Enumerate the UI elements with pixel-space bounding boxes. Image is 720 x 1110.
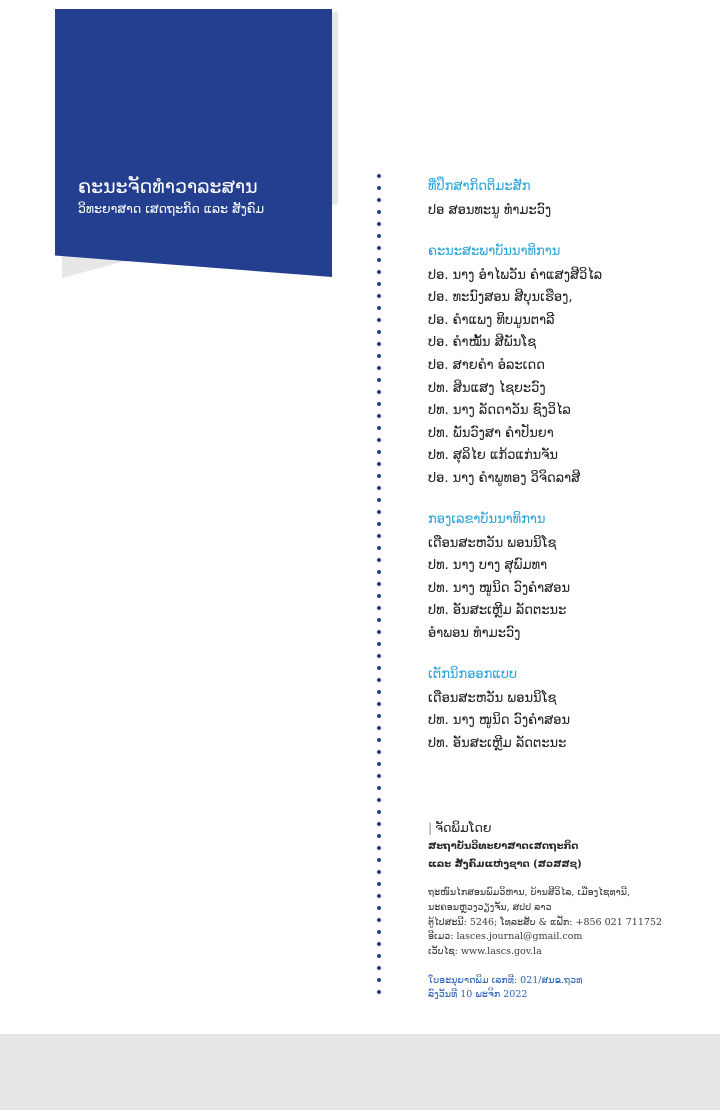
section-heading: ທີ່ປຶກສາກິດຕິມະສັກ — [428, 179, 531, 194]
heading-bar: | — [428, 820, 433, 835]
section-heading: ກອງເລຂາບັນນາທິການ — [428, 511, 546, 527]
website-line: ເວັບໄຊ: www.lascs.gov.la — [428, 946, 542, 958]
address-line: ຖະໜົນໄກສອນພົມວິຫານ, ບ້ານສີວິໄລ, ເມືອງໄຊທານີ, — [428, 887, 631, 898]
person-name: ປທ. ສຸລິໄຍ ແກ້ວແກ່ນຈັນ — [428, 448, 558, 464]
person-name: ປອ. ນາງ ອຳໄພວັນ ຄຳແສງສີວິໄລ — [428, 267, 603, 283]
person-name: ປອ ສອນທະນູ ທຳມະວົງ — [428, 203, 552, 218]
email-line: ອີເມວ: lasces.journal@gmail.com — [428, 931, 583, 943]
person-name: ປທ. ນາງ ໜູນິດ ວົງຄຳສອນ — [428, 713, 571, 729]
publisher-name-line2: ແລະ ສັງຄົມແຫ່ງຊາດ (ສວສສຊ) — [428, 859, 582, 870]
permit-date: ລົງວັນທີ 10 ພະຈິກ 2022 — [428, 989, 528, 1001]
footer-band — [0, 1034, 720, 1110]
person-name: ປທ. ນາງ ລັດດາວັນ ຊົງວິໄລ — [428, 403, 571, 419]
person-name: ປອ. ສາຍຄຳ ອໍລະເດດ — [428, 357, 545, 373]
person-name: ປທ. ອັນສະເຫຼີມ ລັດຕະນະ — [428, 603, 567, 619]
publisher-heading — [428, 818, 708, 838]
section-design-technician — [428, 664, 708, 756]
person-name: ປທ. ພັນວົງສາ ຄຳປັນຍາ — [428, 425, 554, 441]
publisher-block — [428, 818, 708, 1003]
person-name: ເດືອນສະຫວັນ ພອນນິໂຊ — [428, 535, 557, 551]
credits-list — [428, 176, 708, 773]
section-honorary-advisor — [428, 176, 708, 223]
po-box-phone: ຕູ້ໄປສະນີ: 5246; ໂທລະສັບ & ແຟັກ: +856 021 711752 — [428, 916, 663, 928]
section-editorial-board — [428, 241, 708, 491]
person-name: ປທ. ສິນແສງ ໄຊຍະວົງ — [428, 380, 546, 396]
section-heading: ເຕັກນິກອອກແບບ — [428, 666, 518, 682]
publisher-address — [428, 886, 708, 960]
person-name: ເດືອນສະຫວັນ ພອນນິໂຊ — [428, 690, 557, 706]
person-name: ປທ. ນາງ ບາງ ສຸພົມທາ — [428, 558, 548, 574]
section-editorial-secretariat — [428, 509, 708, 646]
banner-subtitle: ວິທະຍາສາດ ເສດຖະກິດ ແລະ ສັງຄົມ — [78, 201, 265, 216]
address-line: ນະຄອນຫຼວງວຽງຈັນ, ສປປ ລາວ — [428, 901, 552, 913]
person-name: ປອ. ຄຳໝັ້ນ ສີພັນໂຊ — [428, 335, 537, 351]
publishing-permit — [428, 974, 708, 1003]
banner-title: ຄະນະຈັດທຳວາລະສານ — [78, 176, 258, 198]
person-name: ປອ. ຄຳແພງ ທິບມູນຕາລີ — [428, 312, 555, 328]
dotted-divider — [376, 170, 382, 1002]
person-name: ປອ. ທະນົງສອນ ສີບຸນເຮືອງ, — [428, 290, 573, 306]
publisher-heading-text: ຈັດພິມໂດຍ — [435, 820, 492, 835]
publisher-name-line1: ສະຖາບັນວິທະຍາສາດເສດຖະກິດ — [428, 841, 579, 852]
person-name: ປທ. ນາງ ໜູນິດ ວົງຄຳສອນ — [428, 580, 571, 596]
person-name: ປອ. ນາງ ຄຳພູທອງ ວິຈິດລາສີ — [428, 470, 581, 486]
title-banner — [55, 9, 332, 277]
section-heading: ຄະນະສະພາບັນນາທິການ — [428, 243, 561, 259]
permit-number: ໃບອະນຸຍາດພິມ ເລກທີ: 021/ສນຂ.ຖວທ — [428, 974, 583, 986]
person-name: ອຳພອນ ທຳມະວົງ — [428, 625, 521, 641]
person-name: ປທ. ອັນສະເຫຼີມ ລັດຕະນະ — [428, 735, 567, 751]
